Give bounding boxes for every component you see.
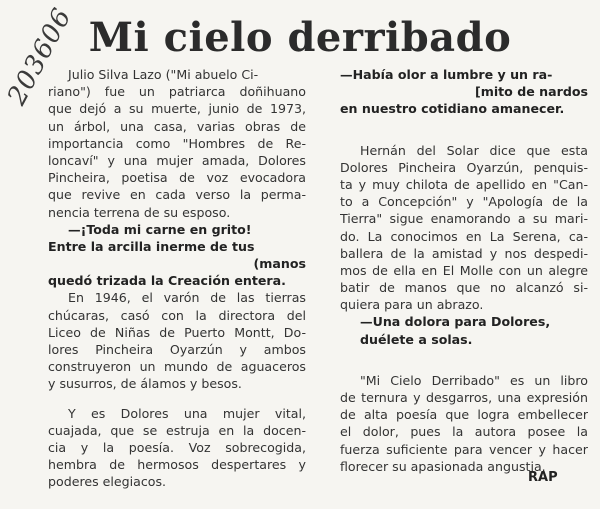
- text-line: —Había olor a lumbre y un ra-: [340, 67, 553, 82]
- text-line: de ternura y desgarros, una expresión: [340, 390, 588, 405]
- text-line: hembra de hermosos despertares y: [48, 457, 306, 473]
- text-line: lores Pincheira Oyarzún y ambos: [48, 342, 306, 357]
- text-line: Dolores Pincheira Oyarzún, penquis-: [340, 159, 588, 175]
- text-line: florecer su apasionada angustia.: [340, 458, 546, 474]
- text-line: Y es Dolores una mujer vital,: [68, 405, 306, 421]
- text-line: Liceo de Niñas de Puerto Montt, Do-: [48, 324, 306, 340]
- text-line: de alta poesía que logra embellecer: [340, 407, 588, 423]
- text-line: do. La conocimos en La Serena, ca-: [340, 228, 588, 244]
- text-line: ballera de la amistad y nos despedi-: [340, 245, 588, 261]
- paragraph-gap: [340, 118, 588, 130]
- paragraph-gap: [340, 348, 588, 360]
- text-line: poderes elegiacos.: [48, 474, 167, 490]
- handwritten-archive-number: 203606: [2, 3, 78, 111]
- text-line: —¡Toda mi carne en grito!: [68, 221, 252, 237]
- text-line: batir de manos que no alcanzó si-: [340, 280, 588, 296]
- text-line: quedó trizada la Creación entera.: [48, 273, 286, 289]
- text-line: que dejó a su muerte, junio de 1973,: [48, 101, 306, 117]
- text-line: Julio Silva Lazo ("Mi abuelo Ci-: [68, 67, 259, 82]
- text-line: "Mi Cielo Derribado" es un libro: [360, 372, 588, 388]
- author-signature: RAP: [528, 470, 558, 485]
- text-line: quiera para un abrazo.: [340, 297, 484, 313]
- article-headline: Mi cielo derribado: [88, 14, 512, 61]
- text-line: en nuestro cotidiano amanecer.: [340, 101, 565, 117]
- right-column: [340, 66, 588, 475]
- text-line: riano") fue un patriarca doñihuano: [48, 84, 306, 100]
- paragraph-gap: [340, 360, 588, 372]
- text-line: to a Concepción" y "Apología de la: [340, 194, 588, 210]
- text-line: cia y la poesía. Voz sobrecogida,: [48, 439, 306, 455]
- text-line: nencia terrena de su esposo.: [48, 204, 231, 220]
- paragraph-gap: [340, 130, 588, 142]
- text-line: y susurros, de álamos y besos.: [48, 376, 242, 392]
- text-line: fuerza suficiente para vencer y hacer: [340, 441, 588, 457]
- text-line: importancia como "Hombres de Re-: [48, 135, 306, 151]
- text-line: un árbol, una casa, varias obras de: [48, 118, 306, 134]
- text-line: el dolor, pues la autora posee la: [340, 424, 588, 440]
- text-line: Tierra" sigue enamorando a su mari-: [340, 211, 588, 227]
- text-line: (manos: [253, 256, 306, 272]
- left-column: [48, 66, 306, 491]
- text-line: —Una dolora para Dolores,: [360, 314, 551, 330]
- text-line: Hernán del Solar dice que esta: [360, 142, 588, 158]
- text-line: que revive en cada verso la perma-: [48, 187, 306, 203]
- text-line: cuajada, que se estruja en la docen-: [48, 422, 306, 438]
- text-line: construyeron un mundo de aguaceros: [48, 359, 306, 375]
- text-line: [mito de nardos: [474, 84, 588, 100]
- text-line: loncaví" y una mujer amada, Dolores: [48, 152, 306, 168]
- paragraph-gap: [48, 393, 306, 405]
- text-line: Entre la arcilla inerme de tus: [48, 238, 255, 254]
- text-line: mos de ella en El Molle con un alegre: [340, 262, 588, 278]
- text-line: duélete a solas.: [360, 331, 473, 347]
- text-line: chúcaras, casó con la directora del: [48, 307, 306, 323]
- text-line: ta y muy chilota de apellido en "Can-: [340, 176, 588, 192]
- text-line: Pincheira, poetisa de voz evocadora: [48, 170, 306, 186]
- text-line: En 1946, el varón de las tierras: [68, 290, 306, 306]
